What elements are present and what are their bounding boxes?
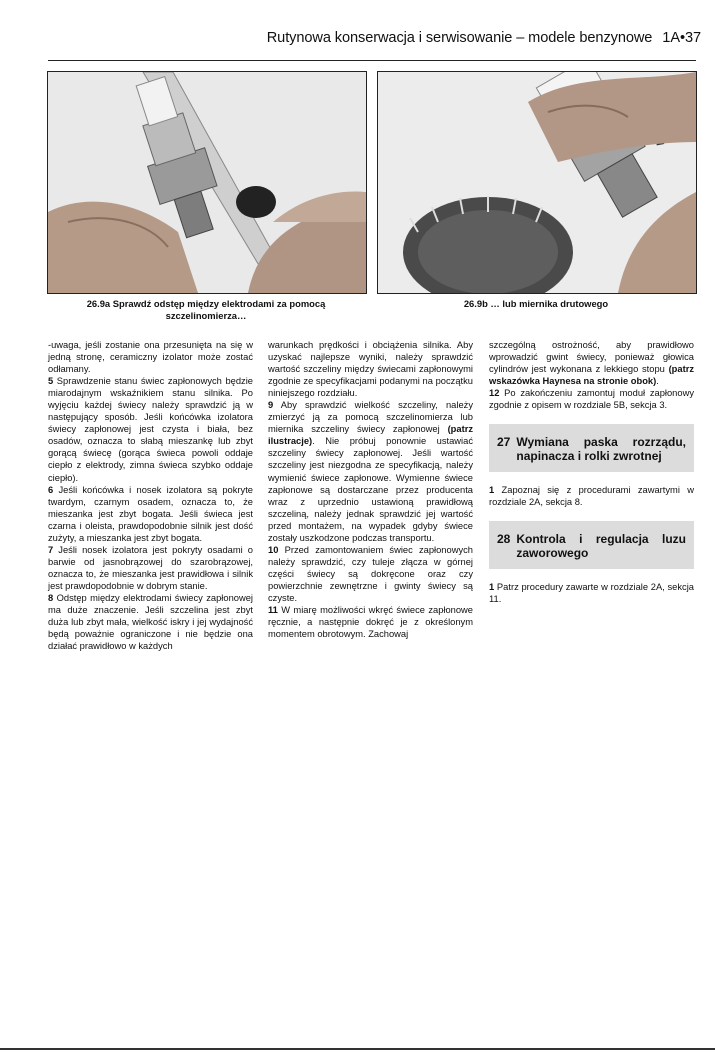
figure-caption-26-9b: 26.9b … lub miernika drutowego xyxy=(463,298,609,309)
header-title: Rutynowa konserwacja i serwisowanie – modele benzynowe xyxy=(266,30,653,46)
text-column-3 xyxy=(489,339,694,605)
paragraph: 9 Aby sprawdzić wielkość szczeliny, należy zmierzyć ją za pomocą szczelinomierza lub miernika szczeliny świecy zapłonowej (patrz ilustracje). Nie próbuj ponownie ustawiać szczeliny świecy zapłonowej. Jeśli wartość szczeliny jest niezgodna ze specyfikacją, należy wymienić świece zapłonowe. Wymienne świece zapłonowe są dostarczane przez producenta wraz z uprzednio ustawioną prawidłową szczeliną, należy jednak sprawdzić jej wartość przed montażem, na wypadek gdyby świece zostały uszkodzone podczas transportu. xyxy=(268,400,473,543)
paragraph: szczególną ostrożność, aby prawidłowo wprowadzić gwint świecy, ponieważ głowica cylindrów jest wykonana z lekkiego stopu (patrz wskazówka Haynesa na stronie obok). xyxy=(489,340,694,387)
photo-wire-gauge xyxy=(377,71,697,294)
section-heading-27: 27 Wymiana paska rozrządu, napinacza i rolki zwrotnej xyxy=(489,424,694,472)
photo-feeler-gauge xyxy=(47,71,367,294)
paragraph: 1 Zapoznaj się z procedurami zawartymi w rozdziale 2A, sekcja 8. xyxy=(489,485,694,508)
paragraph: 5 Sprawdzenie stanu świec zapłonowych będzie miarodajnym wskaźnikiem stanu silnika. Po wyjęciu każdej świecy należy sprawdzić ją w następujący sposób. Jeśli końcówka izolatora świecy zapłonowej jest czysta i biała, bez osadów, oznacza to słabą mieszankę lub zbyt gorącą świecę (gorąca świeca powoli oddaje ciepło z elektrody, zimna świeca szybko oddaje ciepło). xyxy=(48,376,253,483)
paragraph: 7 Jeśli nosek izolatora jest pokryty osadami o barwie od jasnobrązowej do szarobrązowej, oznacza to, że mieszanka jest prawidłowa i silnik jest prawdopodobnie w dobrym stanie. xyxy=(48,544,253,591)
text-column-1 xyxy=(48,339,253,652)
paragraph: 8 Odstęp między elektrodami świecy zapłonowej ma duże znaczenie. Jeśli szczelina jest zbyt duża lub zbyt mała, wielkość iskry i jej wydajność będą poważnie ograniczone i nie będzie ona działać prawidłowo w każdych xyxy=(48,592,253,652)
paragraph: -uwaga, jeśli zostanie ona przesunięta na się w jedną stronę, ceramiczny izolator może zostać odłamany. xyxy=(48,340,253,375)
page-number: 1A•37 xyxy=(662,30,701,46)
page-header xyxy=(0,30,701,46)
page-bottom-edge xyxy=(0,1048,715,1050)
paragraph: 11 W miarę możliwości wkręć świece zapłonowe ręcznie, a następnie dokręć je z określonym momentem obrotowym. Zachowaj xyxy=(268,605,473,640)
header-rule xyxy=(48,60,696,61)
paragraph: 12 Po zakończeniu zamontuj moduł zapłonowy zgodnie z opisem w rozdziale 5B, sekcja 3. xyxy=(489,388,694,411)
paragraph: 10 Przed zamontowaniem świec zapłonowych należy sprawdzić, czy tuleje złącza w górnej części świecy są dokręcone oraz czy powierzchnie zewnętrzne i gwinty świecy są czyste. xyxy=(268,544,473,603)
paragraph: 6 Jeśli końcówka i nosek izolatora są pokryte twardym, czarnym osadem, oznacza to, że mieszanka jest zbyt bogata. Jeśli świeca jest czarna i oleista, prawdopodobnie silnik jest dość zużyty, a mieszanka jest zbyt bogata. xyxy=(48,484,253,543)
paragraph: 1 Patrz procedury zawarte w rozdziale 2A, sekcja 11. xyxy=(489,582,694,605)
text-column-2 xyxy=(268,339,473,640)
paragraph: warunkach prędkości i obciążenia silnika. Aby uzyskać najlepsze wyniki, należy sprawdzić wartość szczeliny między świecami zapłonowymi zgodnie ze specyfikacjami podanymi na początku niniejszego rozdziału. xyxy=(268,340,473,399)
section-heading-28: 28 Kontrola i regulacja luzu zaworowego xyxy=(489,521,694,569)
figure-caption-26-9a: 26.9a Sprawdź odstęp między elektrodami za pomocą szczelinomierza… xyxy=(86,298,326,321)
